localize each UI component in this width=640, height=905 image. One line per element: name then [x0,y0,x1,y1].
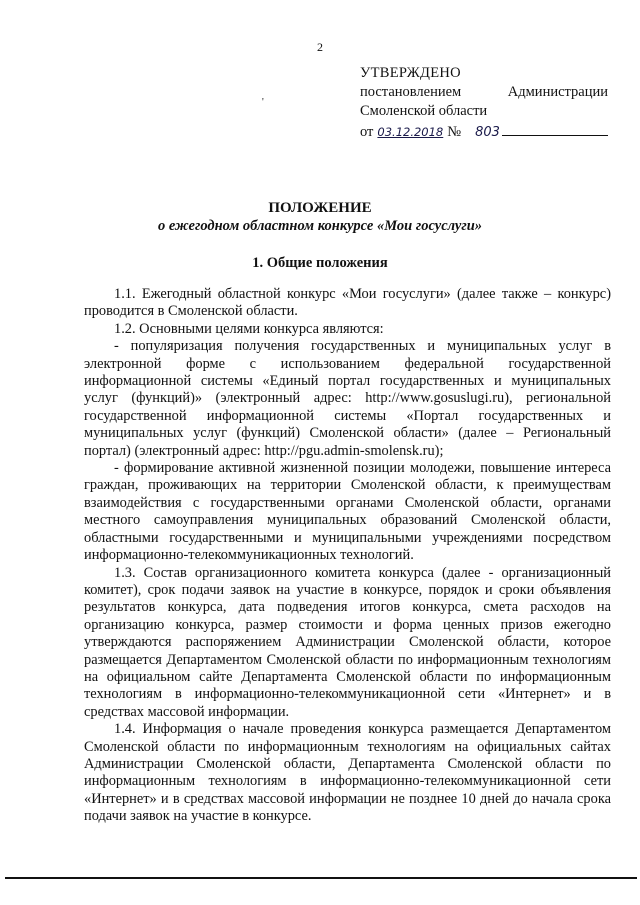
document-body [84,286,611,826]
approval-line1-left: постановлением [360,84,462,100]
document-subtitle: о ежегодном областном конкурсе «Мои госуслуги» [157,218,483,234]
paragraph-1-1: 1.1. Ежегодный областной конкурс «Мои госуслуги» (далее также – конкурс) проводится в Смоленской области. [84,286,611,320]
handwritten-number: 803 [475,125,500,140]
section-heading: 1. Общие положения [252,255,388,271]
page-number: 2 [317,40,323,54]
stray-mark: ' [262,97,264,108]
paragraph-1-2: 1.2. Основными целями конкурса являются: [114,320,384,337]
document-title: ПОЛОЖЕНИЕ [268,200,372,216]
number-label: № [447,124,462,140]
approval-line-2: Смоленской области [360,103,488,119]
paragraph-goal-2: - формирование активной жизненной позиции молодежи, повышение интереса граждан, проживающих на территории Смоленской области, к преимуществам взаимодействия с государственными органами Смоленской области, органами местного самоуправления муниципальных образований Смоленской области, областными государственными и муниципальными учреждениями посредством информационно-телекоммуникационных технологий. [84,460,611,564]
approval-line-1 [360,83,608,102]
paragraph-1-4: 1.4. Информация о начале проведения конкурса размещается Департаментом Смоленской области по информационным технологиям на официальных сайтах Администрации Смоленской области, Департамента Смоленской области по информационным технологиям в информационно-телекоммуникационной сети «Интернет» и в средствах массовой информации не позднее 10 дней до начала срока подачи заявок на участие в конкурсе. [84,721,611,825]
approval-line1-right: Администрации [507,84,608,100]
handwritten-date: 03.12.2018 [377,125,444,139]
footer-rule [5,877,637,879]
signature-underline [502,121,608,136]
from-label: от [360,124,374,140]
paragraph-1-3: 1.3. Состав организационного комитета конкурса (далее - организационный комитет), срок подачи заявок на участие в конкурсе, порядок и сроки объявления результатов конкурса, дата подведения итогов конкурса, смета расходов на организацию конкурса, размер стоимости и форма ценных призов ежегодно утверждаются распоряжением Администрации Смоленской области, которое размещается Департаментом Смоленской области по информационным технологиям на официальном сайте Департамента Смоленской области по информационным технологиям в информационно-телекоммуникационной сети «Интернет» и в средствах массовой информации. [84,564,611,720]
approval-date-number-line [360,121,608,142]
paragraph-goal-1: - популяризация получения государственных и муниципальных услуг в электронной форме с использованием федеральной государственной информационной системы «Единый портал государственных и муниципальных услуг (функций)» (электронный адрес: http://www.gosuslugi.ru), региональной государственной информационной системы «Портал государственных и муниципальных услуг (функций) Смоленской области» (далее – Региональный портал) (электронный адрес: http://pgu.admin-smolensk.ru); [84,338,611,459]
approval-block [360,64,608,142]
approval-heading: УТВЕРЖДЕНО [360,65,461,81]
